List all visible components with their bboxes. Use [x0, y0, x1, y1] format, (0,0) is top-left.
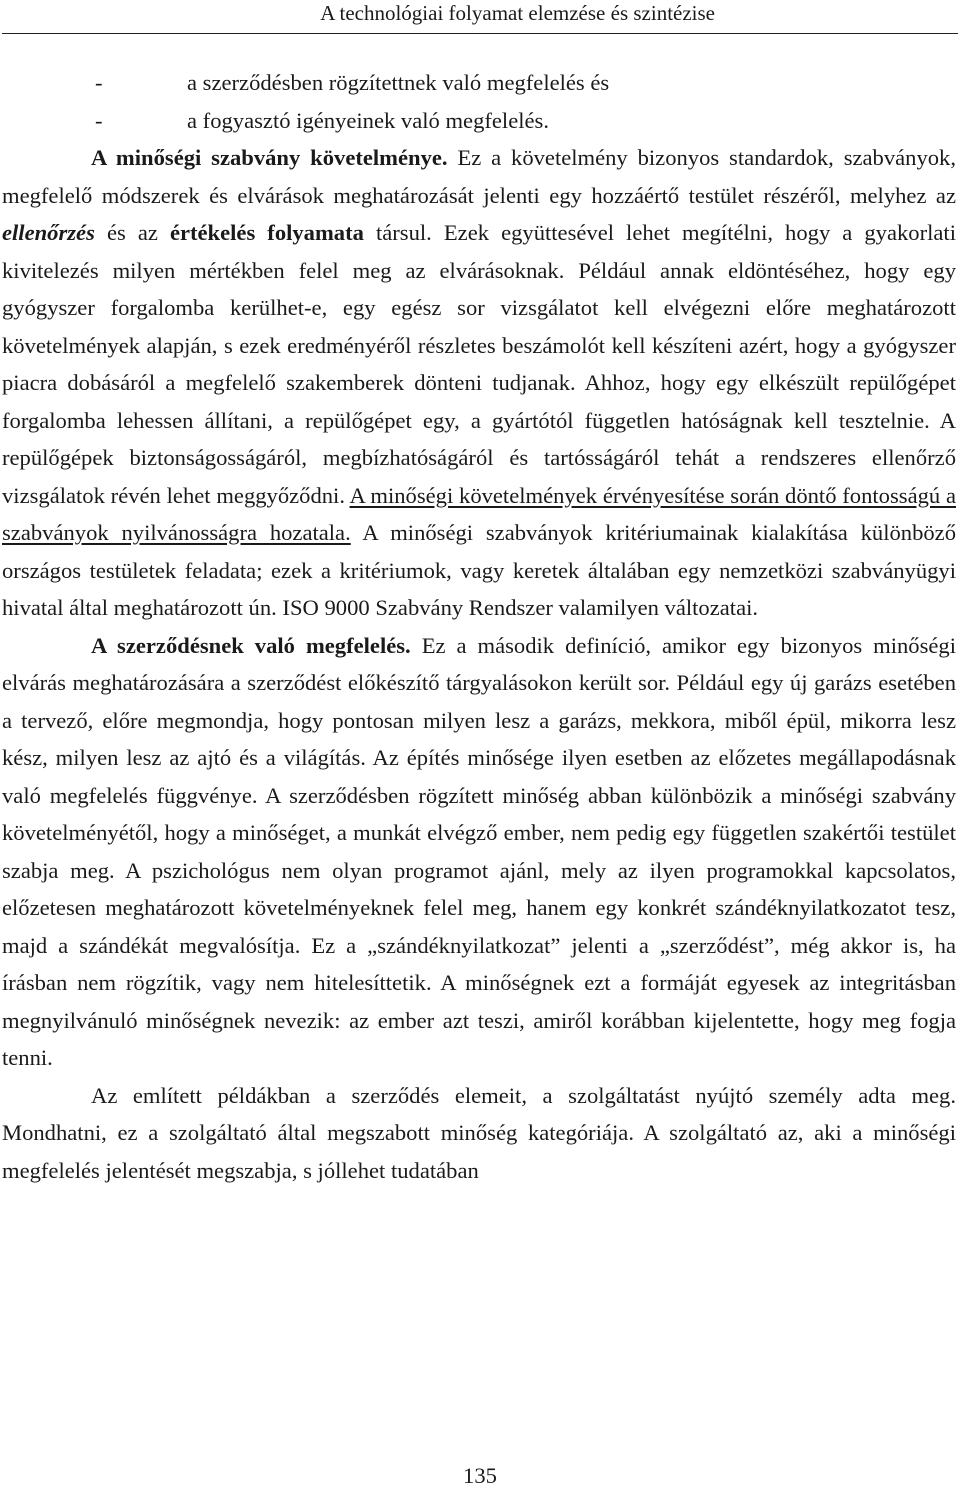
- paragraph-quality-standard: [2, 139, 956, 627]
- list-item: [2, 102, 956, 140]
- paragraph-examples: [2, 1077, 956, 1190]
- emphasis-ellenorzes: ellenőrzés: [2, 220, 95, 245]
- emphasis-ertekeles: értékelés folyamata: [169, 220, 364, 245]
- list-item-text: a fogyasztó igényeinek való megfelelés.: [187, 107, 549, 133]
- page-header: [0, 0, 960, 40]
- section-heading-quality-standard: A minőségi szabvány követelménye.: [91, 145, 448, 170]
- running-header-title: A technológiai folyamat elemzése és szintézise: [320, 1, 715, 25]
- header-divider: [2, 33, 958, 34]
- list-item-text: a szerződésben rögzítettnek való megfelelés és: [187, 70, 610, 95]
- section-heading-contract: A szerződésnek való megfelelés.: [91, 632, 411, 658]
- dash-marker: -: [95, 70, 103, 95]
- paragraph-text: Ez a második definíció, amikor egy bizonyos minőségi elvárás meghatározására a szerződést előkészítő tárgyalásokon került sor. Például egy új garázs esetében a tervező, előre megmondja, hogy pontosan milyen lesz a garázs, mekkora, miből épül, mikorra lesz kész, milyen lesz az ajtó és a világítás. Az építés minősége ilyen esetben az előzetes megállapodásnak való megfelelés függvénye. A szerződésben rögzített minőség abban különbözik a minőségi szabvány követelményétől, hogy a minőséget, a munkát elvégző ember, nem pedig egy független szakértői testület szabja meg. A pszichológus nem olyan programot ajánl, mely az ilyen programokkal kapcsolatos, előzetesen meghatározott követelményeknek felel meg, hanem egy konkrét szándéknyilatkozatot tesz, majd a szándékát megvalósítja. Ez a „szándéknyilatkozat” jelenti a „szerződést”, még akkor is, ha írásban nem rögzítik, vagy nem hitelesíttetik. A minőségnek ezt a formáját egyesek az integritásban megnyilvánuló minőségnek nevezik: az ember azt teszi, amiről korábban kijelentette, hogy meg fogja tenni.: [2, 632, 956, 1070]
- list-item: [2, 64, 956, 102]
- underlined-statement: A minőségi követelmények érvényesítése során döntő fontosságú a szabványok nyilvánosságra hozatala.: [2, 482, 957, 545]
- paragraph-text: társul. Ezek együttesével lehet megítélni, hogy a gyakorlati kivitelezés milyen mértékben felel meg az elvárásoknak. Például annak eldöntéséhez, hogy egy gyógyszer forgalomba kerülhet-e, egy egész sor vizsgálatot kell elvégezni előre meghatározott követelmények alapján, s ezek eredményéről részletes beszámolót kell készíteni azért, hogy a gyógyszer piacra dobásáról a megfelelő szakemberek dönteni tudjanak. Ahhoz, hogy egy elkészült repülőgépet forgalomba lehessen állítani, a repülőgépet egy, a gyártótól független hatóságnak kell tesztelnie. A repülőgépek biztonságosságáról, megbízhatóságáról és tartósságáról tehát a rendszeres ellenőrző vizsgálatok révén lehet meggyőződni.: [2, 220, 956, 508]
- paragraph-contract-conformance: [2, 627, 956, 1077]
- page-number: 135: [463, 1463, 497, 1488]
- paragraph-text: és az: [94, 220, 170, 245]
- document-body: [2, 64, 956, 1189]
- paragraph-text: A minőségi szabványok kritériumainak kialakítása különböző országos testületek feladata; ezek a kritériumok, vagy keretek általában egy nemzetközi szabványügyi hivatal által meghatározott ún. ISO 9000 Szabvány Rendszer valamilyen változatai.: [2, 520, 956, 620]
- dash-marker: -: [95, 107, 103, 133]
- paragraph-text: Az említett példákban a szerződés elemeit, a szolgáltatást nyújtó személy adta meg. Mondhatni, ez a szolgáltató által megszabott minőség kategóriája. A szolgáltató az, aki a minőségi megfelelés jelentését megszabja, s jóllehet tudatában: [2, 1082, 956, 1183]
- bullet-list: [2, 64, 956, 139]
- paragraph-text: Ez a követelmény bizonyos standardok, szabványok, megfelelő módszerek és elvárások meghatározását jelenti egy hozzáértő testület részéről, melyhez az: [2, 145, 956, 208]
